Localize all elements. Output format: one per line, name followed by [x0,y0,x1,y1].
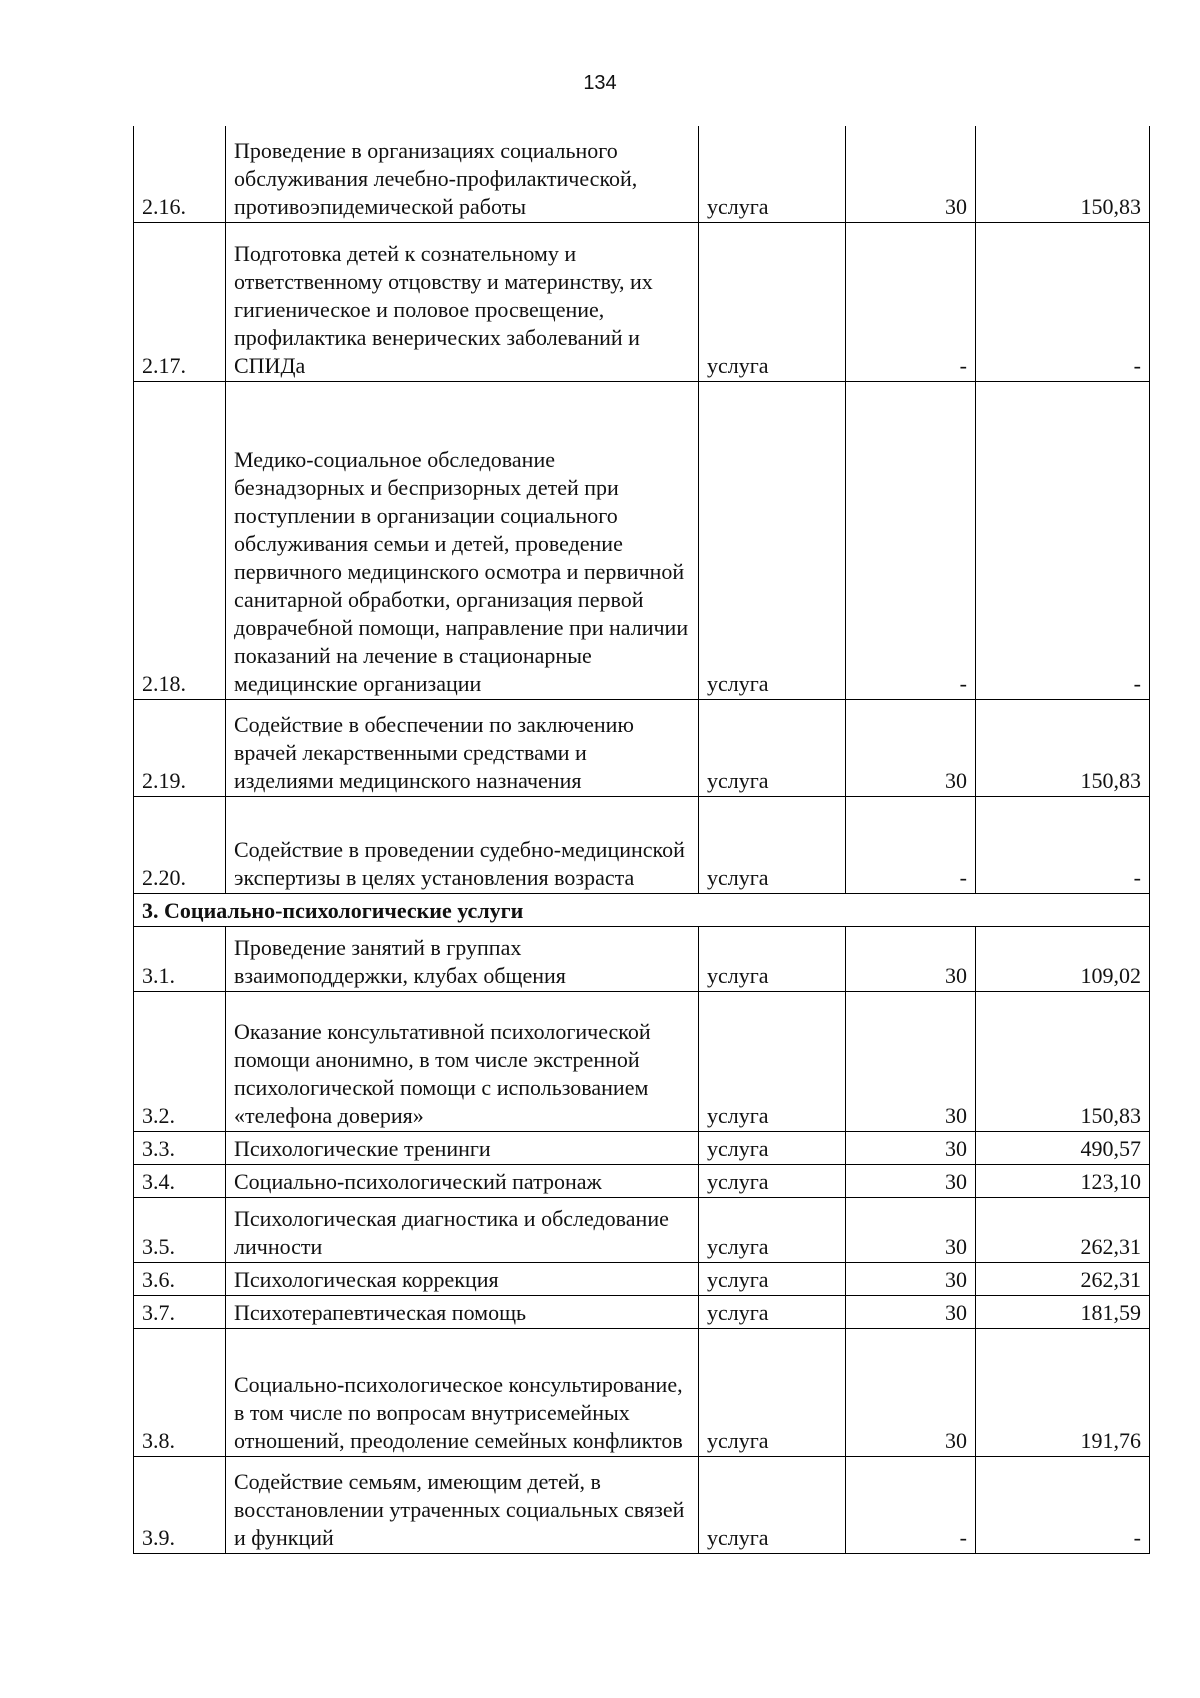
table-row [134,126,1150,222]
table-row [134,926,1150,991]
quantity-cell: 30 [846,1328,976,1456]
table-row [134,796,1150,893]
quantity-cell: 30 [846,126,976,222]
price-cell: 150,83 [976,699,1150,796]
quantity-cell: 30 [846,699,976,796]
price-cell: 262,31 [976,1197,1150,1262]
table-row [134,1328,1150,1456]
unit-cell: услуга [699,699,846,796]
price-cell: - [976,222,1150,381]
services-table-body [134,126,1150,1553]
row-number: 3.4. [134,1164,226,1197]
row-number: 3.7. [134,1295,226,1328]
price-cell: 191,76 [976,1328,1150,1456]
quantity-cell: - [846,796,976,893]
quantity-cell: - [846,1456,976,1553]
table-row [134,1131,1150,1164]
row-number: 3.8. [134,1328,226,1456]
quantity-cell: 30 [846,1262,976,1295]
service-name: Проведение в организациях социального обслуживания лечебно-профилактической, противоэпидемической работы [226,126,699,222]
price-cell: - [976,1456,1150,1553]
page-number: 134 [583,72,617,94]
price-cell: 150,83 [976,126,1150,222]
table-row [134,1262,1150,1295]
table-row [134,381,1150,699]
section-title: 3. Социально-психологические услуги [134,893,1150,926]
unit-cell: услуга [699,1131,846,1164]
unit-cell: услуга [699,991,846,1131]
table-row [134,222,1150,381]
quantity-cell: - [846,381,976,699]
row-number: 2.18. [134,381,226,699]
unit-cell: услуга [699,1262,846,1295]
unit-cell: услуга [699,796,846,893]
quantity-cell: 30 [846,1164,976,1197]
row-number: 3.6. [134,1262,226,1295]
service-name: Проведение занятий в группах взаимоподдержки, клубах общения [226,926,699,991]
service-name: Социально-психологическое консультирование, в том числе по вопросам внутрисемейных отношений, преодоление семейных конфликтов [226,1328,699,1456]
row-number: 2.17. [134,222,226,381]
unit-cell: услуга [699,126,846,222]
row-number: 3.1. [134,926,226,991]
service-name: Психологическая диагностика и обследование личности [226,1197,699,1262]
service-name: Психотерапевтическая помощь [226,1295,699,1328]
quantity-cell: - [846,222,976,381]
price-cell: 109,02 [976,926,1150,991]
service-name: Содействие в проведении судебно-медицинской экспертизы в целях установления возраста [226,796,699,893]
unit-cell: услуга [699,1197,846,1262]
service-name: Социально-психологический патронаж [226,1164,699,1197]
unit-cell: услуга [699,381,846,699]
row-number: 3.2. [134,991,226,1131]
quantity-cell: 30 [846,1197,976,1262]
service-name: Медико-социальное обследование безнадзорных и беспризорных детей при поступлении в организации социального обслуживания семьи и детей, проведение первичного медицинского осмотра и первичной санитарной обработки, организация первой доврачебной помощи, направление при наличии показаний на лечение в стационарные медицинские организации [226,381,699,699]
row-number: 3.5. [134,1197,226,1262]
service-name: Психологическая коррекция [226,1262,699,1295]
row-number: 2.19. [134,699,226,796]
service-name: Содействие семьям, имеющим детей, в восстановлении утраченных социальных связей и функций [226,1456,699,1553]
price-cell: 150,83 [976,991,1150,1131]
quantity-cell: 30 [846,1131,976,1164]
unit-cell: услуга [699,1295,846,1328]
table-row [134,699,1150,796]
quantity-cell: 30 [846,1295,976,1328]
price-cell: 123,10 [976,1164,1150,1197]
service-name: Оказание консультативной психологической помощи анонимно, в том числе экстренной психологической помощи с использованием «телефона доверия» [226,991,699,1131]
price-cell: - [976,796,1150,893]
row-number: 2.16. [134,126,226,222]
price-cell: - [976,381,1150,699]
unit-cell: услуга [699,1456,846,1553]
unit-cell: услуга [699,1328,846,1456]
quantity-cell: 30 [846,991,976,1131]
service-name: Психологические тренинги [226,1131,699,1164]
table-row [134,1164,1150,1197]
services-table [133,126,1150,1554]
unit-cell: услуга [699,222,846,381]
unit-cell: услуга [699,1164,846,1197]
unit-cell: услуга [699,926,846,991]
table-row [134,1197,1150,1262]
section-header-row [134,893,1150,926]
service-name: Подготовка детей к сознательному и ответственному отцовству и материнству, их гигиеническое и половое просвещение, профилактика венерических заболеваний и СПИДа [226,222,699,381]
row-number: 3.3. [134,1131,226,1164]
table-row [134,991,1150,1131]
table-row [134,1295,1150,1328]
table-row [134,1456,1150,1553]
price-cell: 262,31 [976,1262,1150,1295]
price-cell: 490,57 [976,1131,1150,1164]
quantity-cell: 30 [846,926,976,991]
row-number: 3.9. [134,1456,226,1553]
price-cell: 181,59 [976,1295,1150,1328]
service-name: Содействие в обеспечении по заключению врачей лекарственными средствами и изделиями медицинского назначения [226,699,699,796]
row-number: 2.20. [134,796,226,893]
